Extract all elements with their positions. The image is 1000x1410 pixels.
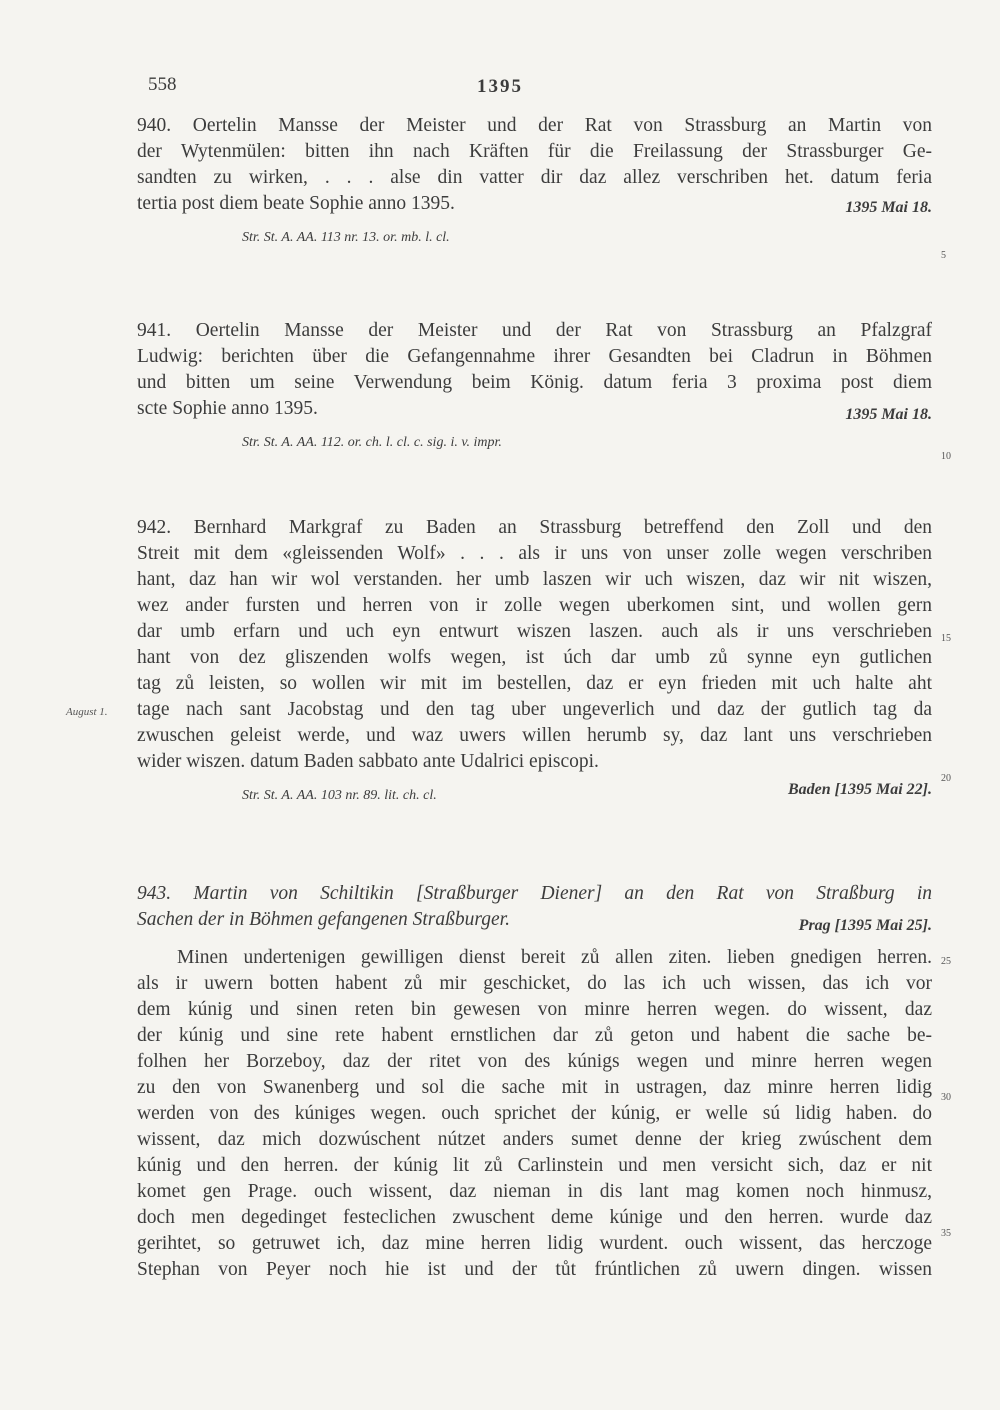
margin-line-number: 35: [941, 1228, 951, 1239]
entry-line-last: wider wiszen. datum Baden sabbato ante Udalrici episcopi.: [137, 751, 599, 772]
letter-line: werden von des kúniges wegen. ouch sprichet der kúnig, er welle sú lidig haben. do: [137, 1103, 932, 1124]
entry-943: [137, 881, 932, 1283]
letter-line: dem kúnig und sinen reten bin gewesen von minre herren wegen. do wissent, daz: [137, 999, 932, 1020]
entry-line-last: [137, 396, 932, 422]
entry-line: 941. Oertelin Mansse der Meister und der Rat von Strassburg an Pfalzgraf: [137, 320, 932, 341]
entry-date: Baden [1395 Mai 22].: [788, 781, 932, 798]
entry-date: Prag [1395 Mai 25].: [798, 917, 932, 934]
letter-line: gerihtet, so getruwet ich, daz mine herren lidig wurdent. ouch wissent, das herczoge: [137, 1233, 932, 1254]
letter-line: komet gen Prage. ouch wissent, daz nieman in dis lant mag komen noch hinmusz,: [137, 1181, 932, 1202]
entry-line: tage nach sant Jacobstag und den tag uber ungeverlich und daz der gutlich tag da: [137, 699, 932, 720]
entry-date: 1395 Mai 18.: [845, 406, 932, 423]
letter-line: wissent, daz mich dozwúschent nútzet anders sumet denne der krieg zwúschent dem: [137, 1129, 932, 1150]
letter-line: doch men degedinget festeclichen zwuschent deme kúnige und den herren. wurde daz: [137, 1207, 932, 1228]
entry-source: [137, 781, 932, 807]
entry-line: und bitten um seine Verwendung beim König. datum feria 3 proxima post diem: [137, 372, 932, 393]
source-citation: Str. St. A. AA. 103 nr. 89. lit. ch. cl.: [242, 788, 437, 803]
entry-line: wez ander fursten und herren von ir zolle wegen uberkomen sint, und wollen gern: [137, 595, 932, 616]
entry-941: [137, 318, 932, 454]
entry-heading-line: 943. Martin von Schiltikin [Straßburger Diener] an den Rat von Straßburg in: [137, 883, 932, 904]
entry-source: [137, 227, 932, 249]
running-header-year: 1395: [477, 76, 523, 97]
entry-line-last: [137, 191, 932, 217]
entry-line: tag zů leisten, so wollen wir mit im bestellen, daz er eyn frieden mit uch halte aht: [137, 673, 932, 694]
entry-line: Ludwig: berichten über die Gefangennahme ihrer Gesandten bei Cladrun in Böhmen: [137, 346, 932, 367]
letter-line: der kúnig und sine rete habent ernstlichen dar zů geton und habent die sache be-: [137, 1025, 932, 1046]
entry-heading-text: Sachen der in Böhmen gefangenen Straßburger.: [137, 909, 510, 930]
letter-line: Stephan von Peyer noch hie ist und der tůt frúntlichen zů uwern dingen. wissen: [137, 1259, 932, 1280]
entry-line: zwuschen geleist werde, und waz uwers willen herumb sy, daz lant uns verschrieben: [137, 725, 932, 746]
letter-line: Minen undertenigen gewilligen dienst bereit zů allen ziten. lieben gnedigen herren.: [177, 947, 932, 968]
entry-942: [137, 515, 932, 807]
entry-heading-line-last: [137, 907, 932, 933]
entry-line-text: tertia post diem beate Sophie anno 1395.: [137, 193, 455, 214]
letter-line: zu den von Swanenberg und sol die sache mit in ustragen, daz minre herren lidig: [137, 1077, 932, 1098]
entry-line: 942. Bernhard Markgraf zu Baden an Strassburg betreffend den Zoll und den: [137, 517, 932, 538]
margin-line-number: 5: [941, 250, 946, 261]
margin-line-number: 20: [941, 773, 951, 784]
entry-line: dar umb erfarn und uch eyn entwurt wiszen laszen. auch als ir uns verschrieben: [137, 621, 932, 642]
source-citation: Str. St. A. AA. 112. or. ch. l. cl. c. sig. i. v. impr.: [242, 435, 502, 450]
entry-line: Streit mit dem «gleissenden Wolf» . . . als ir uns von unser zolle wegen verschriben: [137, 543, 932, 564]
entry-line: hant von dez gliszenden wolfs wegen, ist úch dar umb zů synne eyn gutlichen: [137, 647, 932, 668]
source-citation: Str. St. A. AA. 113 nr. 13. or. mb. l. cl.: [242, 230, 450, 245]
letter-line: folhen her Borzeboy, daz der ritet von des kúnigs wegen und minre herren wegen: [137, 1051, 932, 1072]
margin-line-number: 30: [941, 1092, 951, 1103]
margin-line-number: 10: [941, 451, 951, 462]
entry-line: hant, daz han wir wol verstanden. her umb laszen wir uch wiszen, daz wir nit wiszen,: [137, 569, 932, 590]
entry-source: [137, 432, 932, 454]
page-number: 558: [148, 74, 177, 95]
entry-940: [137, 113, 932, 249]
entry-line-text: scte Sophie anno 1395.: [137, 398, 318, 419]
margin-line-number: 25: [941, 956, 951, 967]
entry-line: 940. Oertelin Mansse der Meister und der Rat von Strassburg an Martin von: [137, 115, 932, 136]
entry-line: der Wytenmülen: bitten ihn nach Kräften für die Freilassung der Strassburger Ge-: [137, 141, 932, 162]
entry-date: 1395 Mai 18.: [845, 199, 932, 216]
side-note-date: August 1.: [66, 706, 108, 718]
letter-line: kúnig und den herren. der kúnig lit zů Carlinstein und men versicht sich, daz er nit: [137, 1155, 932, 1176]
entry-line: sandten zu wirken, . . . alse din vatter dir daz allez verschriben het. datum feria: [137, 167, 932, 188]
letter-line: als ir uwern botten habent zů mir geschicket, do las ich uch wissen, das ich vor: [137, 973, 932, 994]
margin-line-number: 15: [941, 633, 951, 644]
